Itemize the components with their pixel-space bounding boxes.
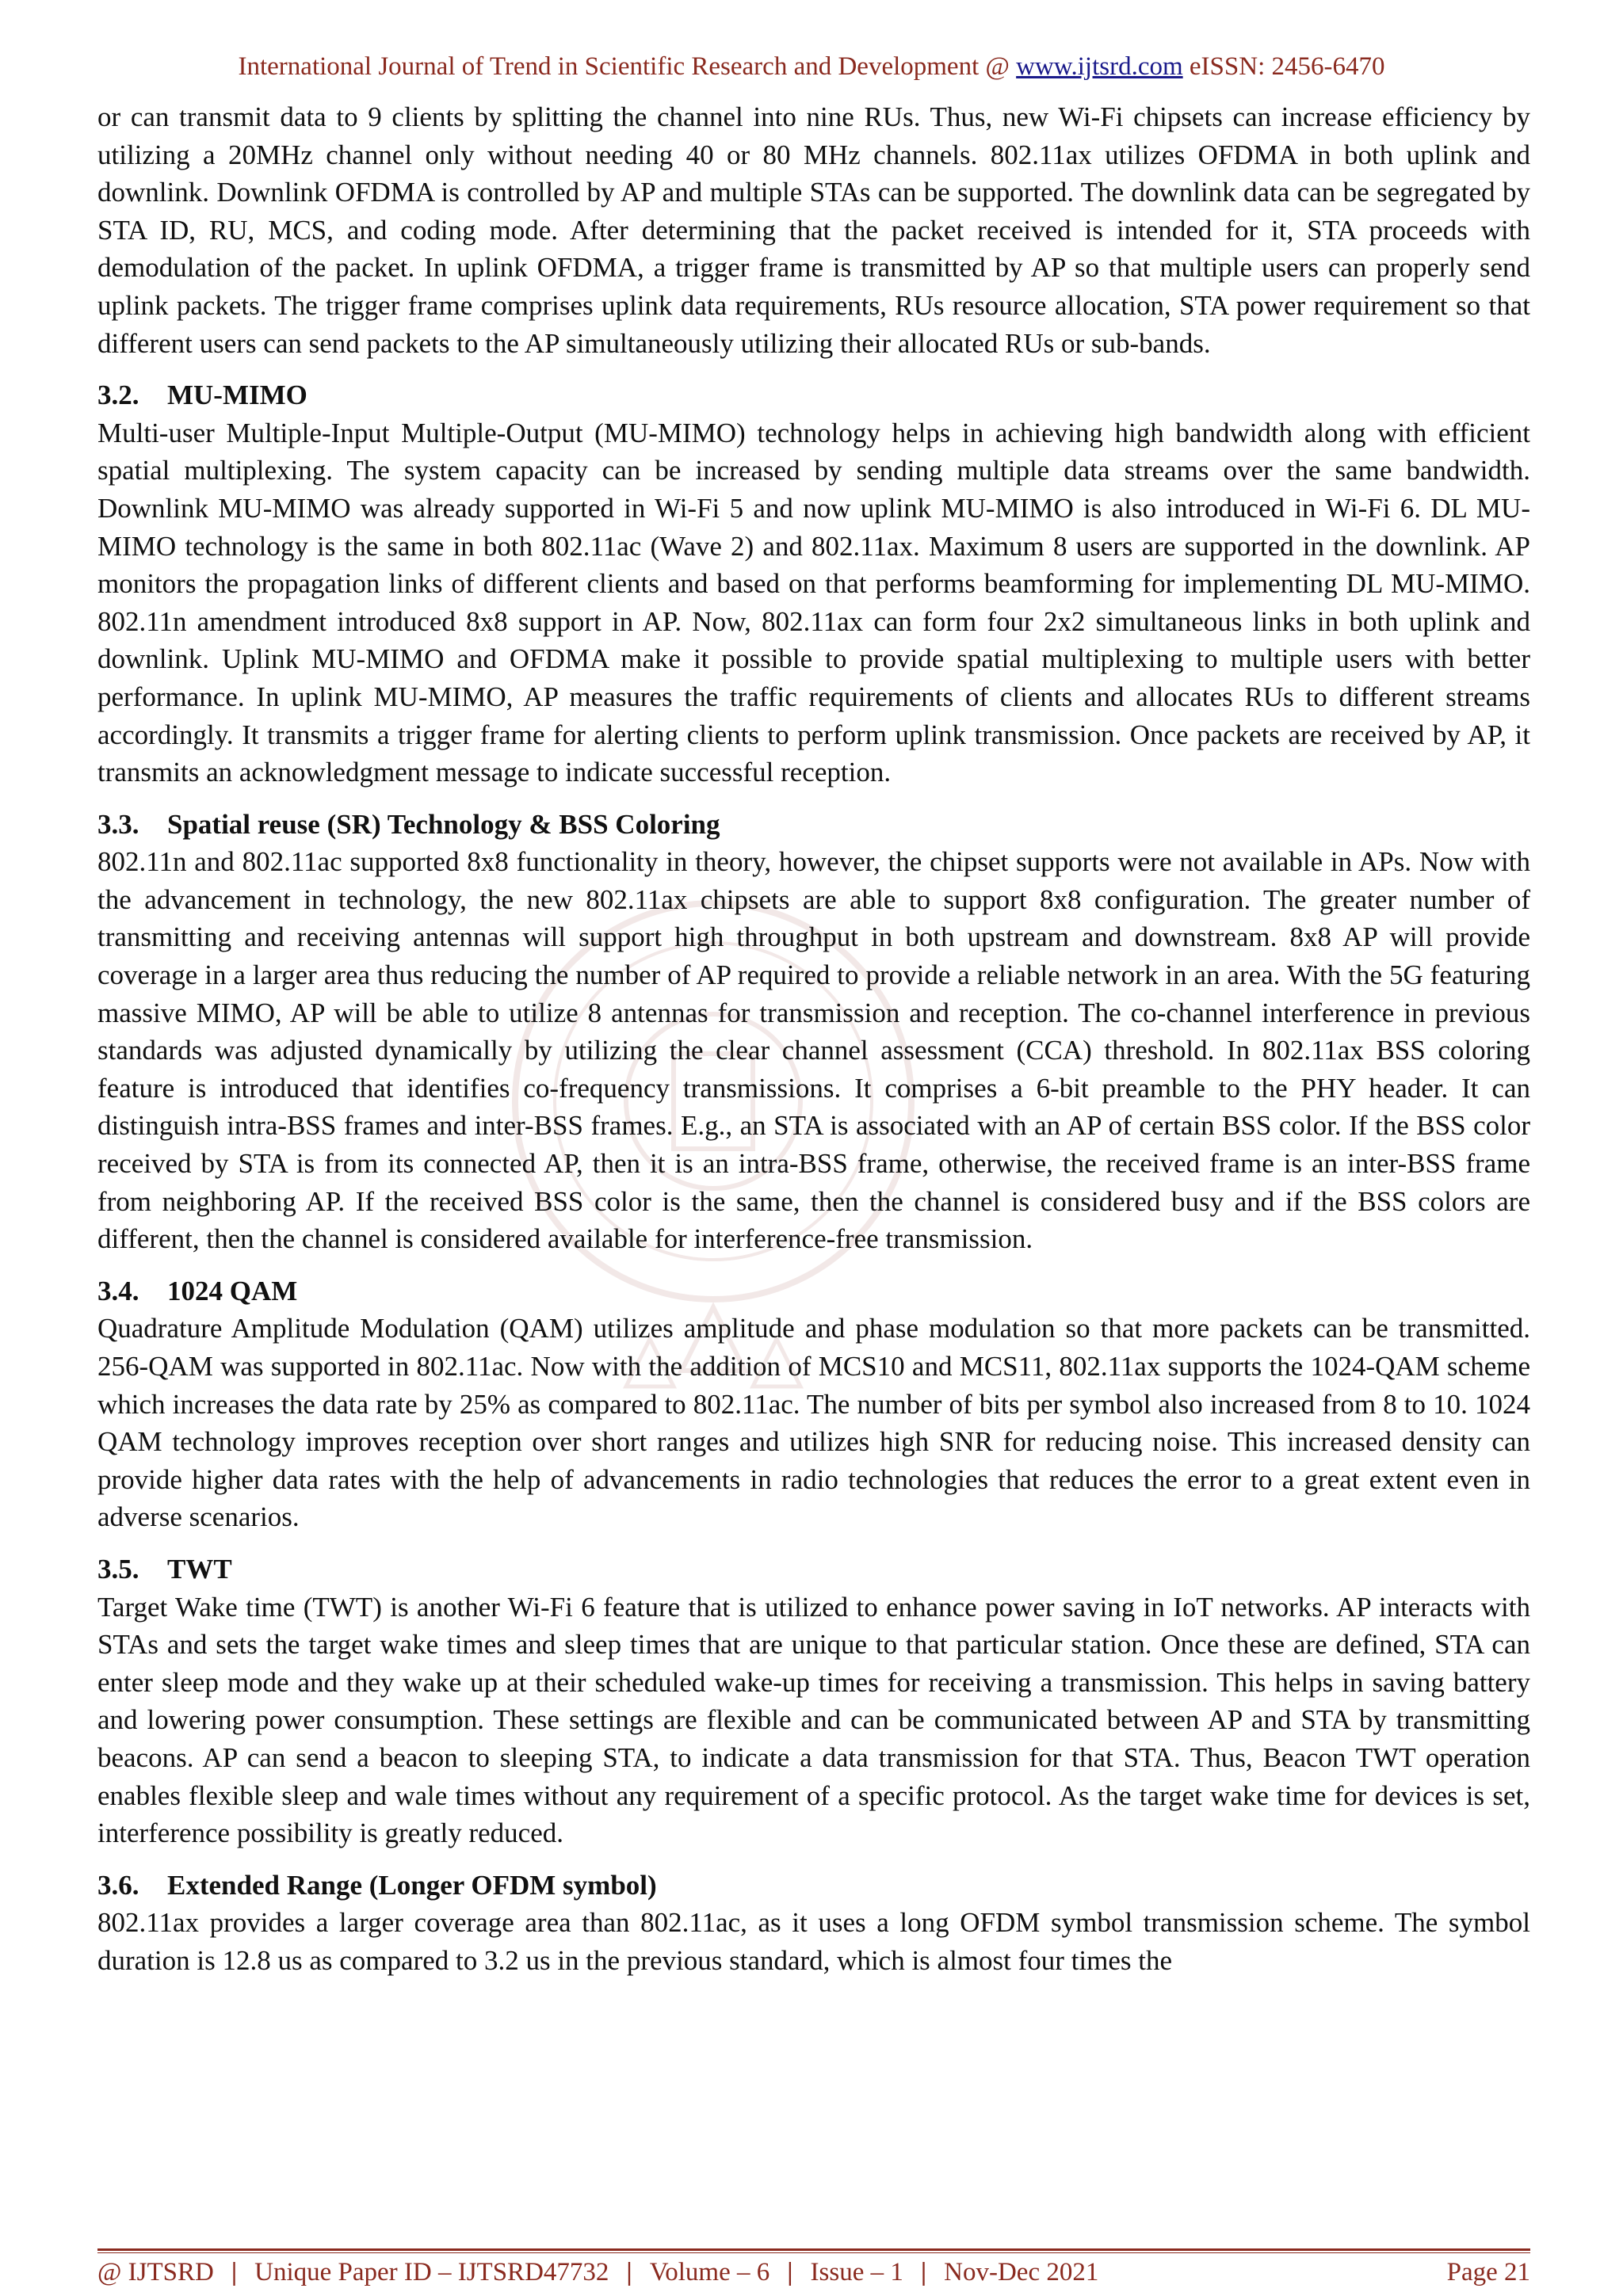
footer-separator: |: [231, 2258, 238, 2286]
section-number: 3.3.: [97, 808, 139, 840]
section-title: MU-MIMO: [167, 379, 307, 411]
section-number: 3.2.: [97, 379, 139, 411]
section-heading: [97, 376, 1530, 414]
section-paragraph: Multi-user Multiple-Input Multiple-Output (MU-MIMO) technology helps in achieving high bandwidth along with efficient spatial multiplexing. The system capacity can be increased by sending multiple data streams over the same bandwidth. Downlink MU-MIMO was already supported in Wi-Fi 5 and now uplink MU-MIMO is also introduced in Wi-Fi 6. DL MU-MIMO technology is the same in both 802.11ac (Wave 2) and 802.11ax. Maximum 8 users are supported in the downlink. AP monitors the propagation links of different clients and based on that performs beamforming for implementing DL MU-MIMO. 802.11n amendment introduced 8x8 support in AP. Now, 802.11ax can form four 2x2 simultaneous links in both uplink and downlink. Uplink MU-MIMO and OFDMA make it possible to provide spatial multiplexing to multiple users with better performance. In uplink MU-MIMO, AP measures the traffic requirements of clients and allocates RUs to different streams accordingly. It transmits a trigger frame for alerting clients to perform uplink transmission. Once packets are received by AP, it transmits an acknowledgment message to indicate successful reception.: [97, 417, 1530, 788]
section-number: 3.6.: [97, 1869, 139, 1901]
section-heading: [97, 806, 1530, 844]
footer-paper-id: Unique Paper ID – IJTSRD47732: [254, 2258, 609, 2286]
footer-page-number: Page 21: [1446, 2258, 1530, 2286]
section-heading: [97, 1272, 1530, 1310]
section-heading: [97, 1550, 1530, 1589]
footer-separator: |: [626, 2258, 632, 2286]
section-title: 1024 QAM: [167, 1275, 298, 1306]
section-paragraph: 802.11ax provides a larger coverage area than 802.11ac, as it uses a long OFDM symbol transmission scheme. The symbol duration is 12.8 us as compared to 3.2 us in the previous standard, which is almost four times the: [97, 1907, 1530, 1976]
section-twt: [97, 1550, 1530, 1852]
section-1024-qam: [97, 1272, 1530, 1536]
section-extended-range: [97, 1867, 1530, 1980]
section-paragraph: 802.11n and 802.11ac supported 8x8 functionality in theory, however, the chipset supports were not available in APs. Now with the advancement in technology, the new 802.11ax chipsets are able to support 8x8 configuration. The greater number of transmitting and receiving antennas will support high throughput in both upstream and downstream. 8x8 AP will provide coverage in a larger area thus reducing the number of AP required to provide a reliable network in an area. With the 5G featuring massive MIMO, AP will be able to utilize 8 antennas for transmission and reception. The co-channel interference in previous standards was adjusted dynamically by utilizing the clear channel assessment (CCA) threshold. In 802.11ax BSS coloring feature is introduced that identifies co-frequency transmissions. It comprises a 6-bit preamble to the PHY header. It can distinguish intra-BSS frames and inter-BSS frames. E.g., an STA is associated with an AP of certain BSS color. If the BSS color received by STA is from its connected AP, then it is an intra-BSS frame, otherwise, the received frame is an inter-BSS frame from neighboring AP. If the received BSS color is the same, then the channel is considered busy and if the BSS colors are different, then the channel is considered available for interference-free transmission.: [97, 846, 1530, 1255]
section-paragraph: Target Wake time (TWT) is another Wi-Fi 6 feature that is utilized to enhance power saving in IoT networks. AP interacts with STAs and sets the target wake times and sleep times that are unique to that particular station. Once these are defined, STA can enter sleep mode and they wake up at their scheduled wake-up times for receiving a transmission. This helps in saving battery and lowering power consumption. These settings are flexible and can be communicated between AP and STA by transmitting beacons. AP can send a beacon to sleeping STA, to indicate a data transmission for that STA. Thus, Beacon TWT operation enables flexible sleep and wale times without any requirement of a specific protocol. As the target wake time for devices is set, interference possibility is greatly reduced.: [97, 1591, 1530, 1849]
section-number: 3.5.: [97, 1553, 139, 1585]
footer-divider: [97, 2248, 1530, 2251]
footer-divider-thin: [97, 2252, 1530, 2253]
section-title: TWT: [167, 1553, 232, 1585]
footer-brand: @ IJTSRD: [97, 2258, 214, 2286]
section-paragraph: Quadrature Amplitude Modulation (QAM) utilizes amplitude and phase modulation so that more packets can be transmitted. 256-QAM was supported in 802.11ac. Now with the addition of MCS10 and MCS11, 802.11ax supports the 1024-QAM scheme which increases the data rate by 25% as compared to 802.11ac. The number of bits per symbol also increased from 8 to 10. 1024 QAM technology improves reception over short ranges and utilizes high SNR for reducing noise. This increased density can provide higher data rates with the help of advancements in radio technologies that reduces the error to a great extent even in adverse scenarios.: [97, 1313, 1530, 1533]
section-heading: [97, 1867, 1530, 1905]
section-title: Extended Range (Longer OFDM symbol): [167, 1869, 657, 1901]
section-spatial-reuse: [97, 806, 1530, 1258]
intro-paragraph: or can transmit data to 9 clients by splitting the channel into nine RUs. Thus, new Wi-Fi chipsets can increase efficiency by utilizing a 20MHz channel only without needing 40 or 80 MHz channels. 802.11ax utilizes OFDMA in both uplink and downlink. Downlink OFDMA is controlled by AP and multiple STAs can be supported. The downlink data can be segregated by STA ID, RU, MCS, and coding mode. After determining that the packet received is intended for it, STA proceeds with demodulation of the packet. In uplink OFDMA, a trigger frame is transmitted by AP so that multiple users can properly send uplink packets. The trigger frame comprises uplink data requirements, RUs resource allocation, STA power requirement so that different users can send packets to the AP simultaneously utilizing their allocated RUs or sub-bands.: [97, 101, 1530, 359]
section-number: 3.4.: [97, 1275, 139, 1306]
journal-name: International Journal of Trend in Scientific Research and Development @: [238, 52, 1017, 81]
footer-date: Nov-Dec 2021: [944, 2258, 1099, 2286]
section-mu-mimo: [97, 376, 1530, 791]
running-header: [0, 51, 1623, 82]
footer-volume: Volume – 6: [649, 2258, 770, 2286]
main-content: [97, 98, 1530, 1980]
page-footer: [97, 2256, 1530, 2288]
section-title: Spatial reuse (SR) Technology & BSS Coloring: [167, 808, 720, 840]
footer-separator: |: [920, 2258, 927, 2286]
footer-separator: |: [787, 2258, 793, 2286]
footer-issue: Issue – 1: [810, 2258, 903, 2286]
journal-issn: eISSN: 2456-6470: [1182, 52, 1385, 81]
journal-website-link[interactable]: www.ijtsrd.com: [1016, 52, 1183, 81]
